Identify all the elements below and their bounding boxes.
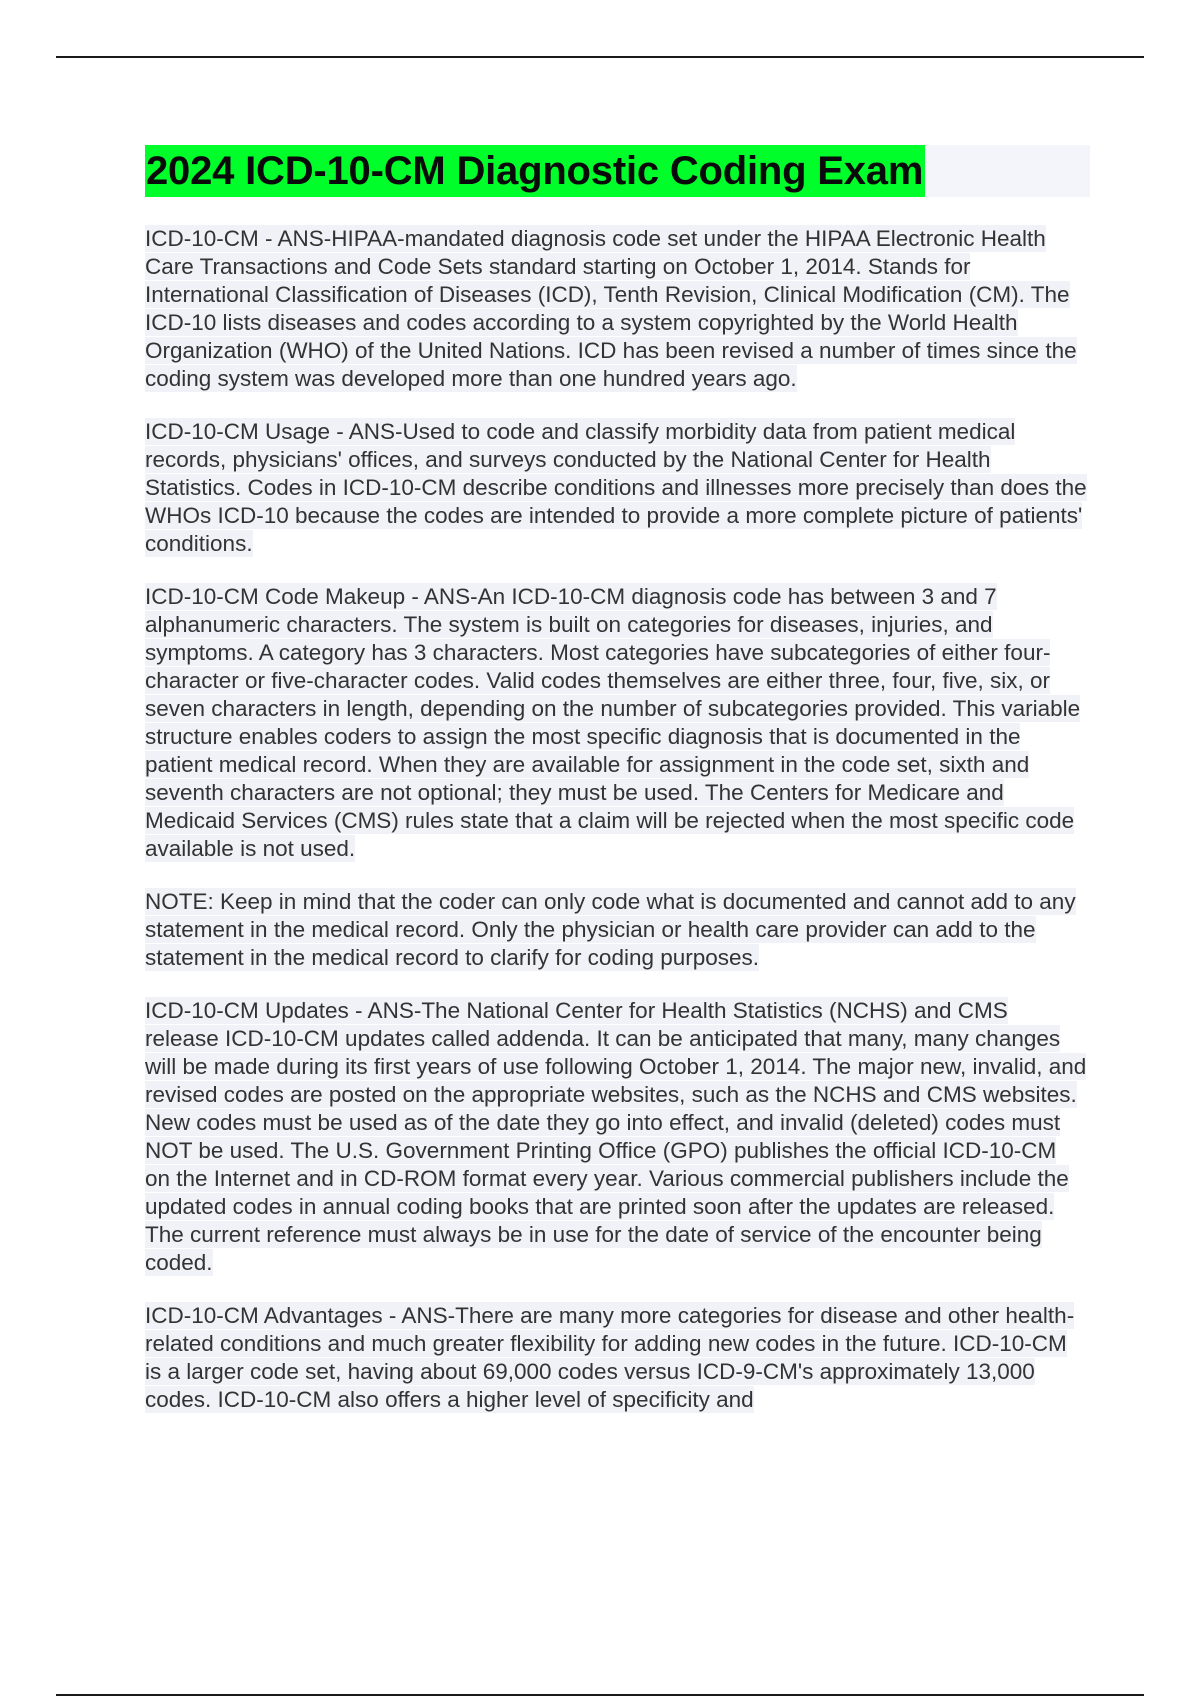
document-body bbox=[145, 145, 1087, 1439]
paragraph-updates bbox=[145, 997, 1087, 1277]
paragraph-note bbox=[145, 888, 1087, 972]
paragraph-advantages bbox=[145, 1302, 1087, 1414]
paragraph-text: NOTE: Keep in mind that the coder can only code what is documented and cannot add to any statement in the medical record. Only the physician or health care provider can add to the statement in the medical record to clarify for coding purposes. bbox=[145, 889, 1076, 970]
document-title: 2024 ICD-10-CM Diagnostic Coding Exam bbox=[145, 145, 925, 197]
paragraph-text: ICD-10-CM Code Makeup - ANS-An ICD-10-CM diagnosis code has between 3 and 7 alphanumeric characters. The system is built on categories for diseases, injuries, and symptoms. A category has 3 characters. Most categories have subcategories of either four-character or five-character codes. Valid codes themselves are either three, four, five, six, or seven characters in length, depending on the number of subcategories provided. This variable structure enables coders to assign the most specific diagnosis that is documented in the patient medical record. When they are available for assignment in the code set, sixth and seventh characters are not optional; they must be used. The Centers for Medicare and Medicaid Services (CMS) rules state that a claim will be rejected when the most specific code available is not used. bbox=[145, 584, 1081, 861]
title-band bbox=[145, 145, 1090, 197]
paragraph-text: ICD-10-CM Updates - ANS-The National Center for Health Statistics (NCHS) and CMS release ICD-10-CM updates called addenda. It can be anticipated that many, many changes will be made during its first years of use following October 1, 2014. The major new, invalid, and revised codes are posted on the appropriate websites, such as the NCHS and CMS websites. New codes must be used as of the date they go into effect, and invalid (deleted) codes must NOT be used. The U.S. Government Printing Office (GPO) publishes the official ICD-10-CM on the Internet and in CD-ROM format every year. Various commercial publishers include the updated codes in annual coding books that are printed soon after the updates are released. The current reference must always be in use for the date of service of the encounter being coded. bbox=[145, 998, 1087, 1275]
paragraph-code-makeup bbox=[145, 583, 1087, 863]
paragraph-text: ICD-10-CM Advantages - ANS-There are many more categories for disease and other health-related conditions and much greater flexibility for adding new codes in the future. ICD-10-CM is a larger code set, having about 69,000 codes versus ICD-9-CM's approximately 13,000 codes. ICD-10-CM also offers a higher level of specificity and bbox=[145, 1303, 1075, 1412]
header-rule bbox=[56, 56, 1144, 58]
paragraph-text: ICD-10-CM Usage - ANS-Used to code and classify morbidity data from patient medical records, physicians' offices, and surveys conducted by the National Center for Health Statistics. Codes in ICD-10-CM describe conditions and illnesses more precisely than does the WHOs ICD-10 because the codes are intended to provide a more complete picture of patients' conditions. bbox=[145, 419, 1087, 556]
paragraph-usage bbox=[145, 418, 1087, 558]
footer-rule bbox=[56, 1694, 1144, 1696]
paragraph-text: ICD-10-CM - ANS-HIPAA-mandated diagnosis code set under the HIPAA Electronic Health Care Transactions and Code Sets standard starting on October 1, 2014. Stands for International Classification of Diseases (ICD), Tenth Revision, Clinical Modification (CM). The ICD-10 lists diseases and codes according to a system copyrighted by the World Health Organization (WHO) of the United Nations. ICD has been revised a number of times since the coding system was developed more than one hundred years ago. bbox=[145, 226, 1077, 391]
paragraph-icd-10-cm bbox=[145, 225, 1087, 393]
